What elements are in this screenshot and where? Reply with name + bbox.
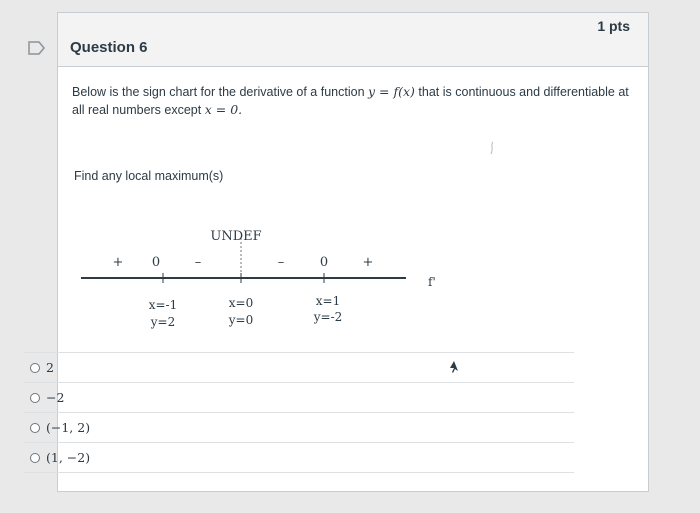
answer-label: (−1, 2) — [46, 420, 91, 435]
sign-label: + — [362, 255, 374, 270]
question-title: Question 6 — [70, 39, 148, 56]
point-y-label: y=0 — [228, 313, 254, 327]
answer-option[interactable] — [24, 412, 574, 442]
question-header — [58, 13, 648, 67]
radio-button[interactable] — [30, 363, 40, 373]
flag-question-icon[interactable] — [27, 40, 47, 56]
radio-button[interactable] — [30, 453, 40, 463]
answer-option[interactable] — [24, 352, 574, 382]
sign-chart — [76, 218, 476, 338]
answer-label: 2 — [46, 360, 54, 375]
answer-option[interactable] — [24, 442, 574, 473]
point-x-label: x=1 — [315, 294, 341, 308]
sign-label: – — [194, 255, 202, 270]
stray-mark-icon — [488, 141, 496, 155]
radio-button[interactable] — [30, 393, 40, 403]
sign-label: – — [277, 255, 285, 270]
points-label: 1 pts — [597, 18, 630, 34]
question-intro: Below is the sign chart for the derivative of a function — [72, 85, 365, 99]
radio-button[interactable] — [30, 423, 40, 433]
undefined-label: UNDEF — [210, 229, 262, 244]
sign-label: 0 — [319, 255, 329, 270]
question-except: x = 0. — [204, 102, 243, 117]
mouse-cursor-icon — [449, 360, 461, 374]
point-x-label: x=-1 — [148, 298, 178, 312]
question-middle: that is continuous and differentiable at all real numbers except — [72, 85, 629, 117]
question-prompt: Find any local maximum(s) — [74, 169, 224, 183]
answer-label: (1, −2) — [46, 450, 91, 465]
question-function: y = f(x) — [368, 84, 415, 99]
answer-label: −2 — [46, 390, 65, 405]
answer-options — [24, 352, 574, 473]
point-y-label: y=-2 — [313, 310, 343, 324]
sign-label: + — [112, 255, 124, 270]
answer-option[interactable] — [24, 382, 574, 412]
point-x-label: x=0 — [228, 296, 254, 310]
question-text — [72, 83, 632, 119]
point-y-label: y=2 — [150, 315, 176, 329]
sign-label: 0 — [151, 255, 161, 270]
function-label: f' — [428, 275, 436, 289]
